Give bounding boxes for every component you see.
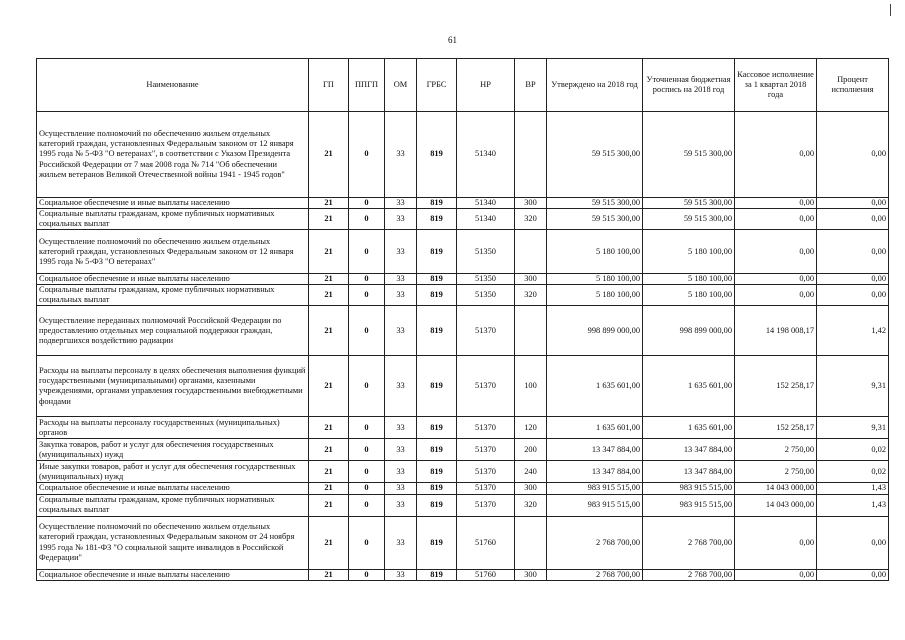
- table-row: [37, 569, 889, 580]
- cell-grbs: 819: [417, 112, 457, 198]
- table-row: [37, 306, 889, 356]
- cell-om: 33: [385, 285, 417, 306]
- cell-vr: 320: [515, 209, 547, 230]
- cell-vr: 320: [515, 285, 547, 306]
- cell-vr: 300: [515, 198, 547, 209]
- cell-percent: 0,00: [817, 112, 889, 198]
- cell-vr: 100: [515, 356, 547, 417]
- cell-pgp: 0: [349, 274, 385, 285]
- cell-refined: 13 347 884,00: [643, 461, 735, 483]
- cell-refined: 5 180 100,00: [643, 285, 735, 306]
- budget-table: [36, 58, 889, 581]
- cell-om: 33: [385, 461, 417, 483]
- cell-percent: 1,43: [817, 483, 889, 494]
- cell-percent: 0,02: [817, 439, 889, 461]
- cell-gp: 21: [309, 516, 349, 569]
- cell-cash: 0,00: [735, 274, 817, 285]
- cell-name: Осуществление переданных полномочий Российской Федерации по предоставлению отдельных мер социальной поддержки граждан, подвергшихся воздействию радиации: [37, 306, 309, 356]
- cell-pgp: 0: [349, 483, 385, 494]
- cell-refined: 59 515 300,00: [643, 209, 735, 230]
- cell-vr: 200: [515, 439, 547, 461]
- cell-grbs: 819: [417, 209, 457, 230]
- table-row: [37, 209, 889, 230]
- cell-approved: 13 347 884,00: [547, 461, 643, 483]
- cell-name: Осуществление полномочий по обеспечению жильем отдельных категорий граждан, установленных Федеральным законом от 12 января 1995 года № 5-ФЗ "О ветеранах": [37, 230, 309, 274]
- cell-percent: 0,00: [817, 569, 889, 580]
- cell-gp: 21: [309, 198, 349, 209]
- cell-gp: 21: [309, 306, 349, 356]
- table-row: [37, 439, 889, 461]
- cell-grbs: 819: [417, 306, 457, 356]
- header-row: [37, 59, 889, 112]
- cell-cash: 0,00: [735, 112, 817, 198]
- header-nr: НР: [457, 59, 515, 112]
- cell-percent: 1,42: [817, 306, 889, 356]
- cell-name: Социальные выплаты гражданам, кроме публичных нормативных социальных выплат: [37, 494, 309, 516]
- cell-gp: 21: [309, 356, 349, 417]
- cell-refined: 1 635 601,00: [643, 356, 735, 417]
- cell-om: 33: [385, 516, 417, 569]
- cell-cash: 152 258,17: [735, 356, 817, 417]
- table-row: [37, 230, 889, 274]
- header-om: ОМ: [385, 59, 417, 112]
- table-row: [37, 516, 889, 569]
- cell-vr: [515, 230, 547, 274]
- header-grbs: ГРБС: [417, 59, 457, 112]
- cell-nr: 51370: [457, 356, 515, 417]
- cell-nr: 51760: [457, 516, 515, 569]
- cell-gp: 21: [309, 274, 349, 285]
- cell-pgp: 0: [349, 356, 385, 417]
- cell-om: 33: [385, 439, 417, 461]
- header-refined: Уточненная бюджетная роспись на 2018 год: [643, 59, 735, 112]
- cell-name: Осуществление полномочий по обеспечению жильем отдельных категорий граждан, установленных Федеральным законом от 24 ноября 1995 года № 181-ФЗ "О социальной защите инвалидов в Российской Федерации": [37, 516, 309, 569]
- table-row: [37, 285, 889, 306]
- cell-refined: 998 899 000,00: [643, 306, 735, 356]
- cell-approved: 5 180 100,00: [547, 274, 643, 285]
- cell-gp: 21: [309, 569, 349, 580]
- cell-grbs: 819: [417, 198, 457, 209]
- cell-vr: 300: [515, 569, 547, 580]
- cell-approved: 2 768 700,00: [547, 569, 643, 580]
- cell-gp: 21: [309, 285, 349, 306]
- cell-approved: 998 899 000,00: [547, 306, 643, 356]
- cell-nr: 51370: [457, 494, 515, 516]
- cell-percent: 0,00: [817, 209, 889, 230]
- cell-pgp: 0: [349, 198, 385, 209]
- cell-pgp: 0: [349, 461, 385, 483]
- cell-approved: 5 180 100,00: [547, 230, 643, 274]
- cell-refined: 2 768 700,00: [643, 516, 735, 569]
- cell-percent: 9,31: [817, 417, 889, 439]
- cell-grbs: 819: [417, 417, 457, 439]
- cell-refined: 13 347 884,00: [643, 439, 735, 461]
- cell-percent: 0,00: [817, 230, 889, 274]
- cell-percent: 1,43: [817, 494, 889, 516]
- cell-nr: 51760: [457, 569, 515, 580]
- cell-cash: 2 750,00: [735, 439, 817, 461]
- cell-approved: 1 635 601,00: [547, 356, 643, 417]
- page-number: 61: [448, 35, 457, 45]
- table-row: [37, 417, 889, 439]
- cell-om: 33: [385, 356, 417, 417]
- table-row: [37, 494, 889, 516]
- cell-grbs: 819: [417, 356, 457, 417]
- cell-cash: 0,00: [735, 209, 817, 230]
- cell-approved: 983 915 515,00: [547, 483, 643, 494]
- cell-pgp: 0: [349, 569, 385, 580]
- cell-cash: 14 198 008,17: [735, 306, 817, 356]
- cell-approved: 59 515 300,00: [547, 198, 643, 209]
- scan-mark: [890, 4, 891, 16]
- cell-pgp: 0: [349, 209, 385, 230]
- cell-nr: 51350: [457, 274, 515, 285]
- table-row: [37, 356, 889, 417]
- cell-cash: 152 258,17: [735, 417, 817, 439]
- cell-name: Социальное обеспечение и иные выплаты населению: [37, 274, 309, 285]
- cell-approved: 5 180 100,00: [547, 285, 643, 306]
- cell-vr: 240: [515, 461, 547, 483]
- header-approved: Утверждено на 2018 год: [547, 59, 643, 112]
- cell-name: Расходы на выплаты персоналу в целях обеспечения выполнения функций государственными (муниципальными) органами, казенными учреждениями, органами управления государственными внебюджетными фондами: [37, 356, 309, 417]
- cell-vr: [515, 516, 547, 569]
- cell-refined: 5 180 100,00: [643, 230, 735, 274]
- cell-gp: 21: [309, 209, 349, 230]
- cell-name: Иные закупки товаров, работ и услуг для обеспечения государственных (муниципальных) нужд: [37, 461, 309, 483]
- cell-pgp: 0: [349, 417, 385, 439]
- cell-approved: 2 768 700,00: [547, 516, 643, 569]
- cell-grbs: 819: [417, 439, 457, 461]
- cell-cash: 0,00: [735, 198, 817, 209]
- cell-nr: 51370: [457, 461, 515, 483]
- cell-refined: 59 515 300,00: [643, 112, 735, 198]
- cell-om: 33: [385, 494, 417, 516]
- header-gp: ГП: [309, 59, 349, 112]
- cell-nr: 51340: [457, 209, 515, 230]
- cell-name: Социальные выплаты гражданам, кроме публичных нормативных социальных выплат: [37, 285, 309, 306]
- cell-nr: 51350: [457, 285, 515, 306]
- cell-nr: 51350: [457, 230, 515, 274]
- cell-percent: 0,02: [817, 461, 889, 483]
- cell-refined: 983 915 515,00: [643, 483, 735, 494]
- cell-name: Социальное обеспечение и иные выплаты населению: [37, 569, 309, 580]
- cell-grbs: 819: [417, 461, 457, 483]
- cell-grbs: 819: [417, 569, 457, 580]
- cell-vr: 300: [515, 274, 547, 285]
- cell-pgp: 0: [349, 285, 385, 306]
- cell-om: 33: [385, 417, 417, 439]
- table-row: [37, 112, 889, 198]
- cell-vr: 120: [515, 417, 547, 439]
- cell-refined: 2 768 700,00: [643, 569, 735, 580]
- cell-nr: 51340: [457, 198, 515, 209]
- cell-approved: 59 515 300,00: [547, 112, 643, 198]
- cell-vr: [515, 306, 547, 356]
- cell-name: Осуществление полномочий по обеспечению жильем отдельных категорий граждан, установленных Федеральным законом от 12 января 1995 года № 5-ФЗ "О ветеранах", в соответствии с Указом Президента Российской Федерации от 7 мая 2008 года № 714 "Об обеспечении жильем ветеранов Великой Отечественной войны 1941 - 1945 годов": [37, 112, 309, 198]
- cell-om: 33: [385, 198, 417, 209]
- header-percent: Процент исполнения: [817, 59, 889, 112]
- cell-name: Расходы на выплаты персоналу государственных (муниципальных) органов: [37, 417, 309, 439]
- cell-refined: 1 635 601,00: [643, 417, 735, 439]
- cell-grbs: 819: [417, 516, 457, 569]
- cell-om: 33: [385, 483, 417, 494]
- cell-om: 33: [385, 569, 417, 580]
- table-row: [37, 198, 889, 209]
- cell-om: 33: [385, 306, 417, 356]
- cell-name: Закупка товаров, работ и услуг для обеспечения государственных (муниципальных) нужд: [37, 439, 309, 461]
- cell-gp: 21: [309, 439, 349, 461]
- cell-grbs: 819: [417, 274, 457, 285]
- header-cash: Кассовое исполнение за 1 квартал 2018 года: [735, 59, 817, 112]
- cell-nr: 51370: [457, 439, 515, 461]
- cell-cash: 0,00: [735, 516, 817, 569]
- cell-pgp: 0: [349, 516, 385, 569]
- cell-gp: 21: [309, 483, 349, 494]
- cell-cash: 2 750,00: [735, 461, 817, 483]
- cell-cash: 14 043 000,00: [735, 494, 817, 516]
- header-name: Наименование: [37, 59, 309, 112]
- cell-name: Социальные выплаты гражданам, кроме публичных нормативных социальных выплат: [37, 209, 309, 230]
- cell-vr: [515, 112, 547, 198]
- cell-cash: 14 043 000,00: [735, 483, 817, 494]
- cell-percent: 0,00: [817, 516, 889, 569]
- cell-pgp: 0: [349, 439, 385, 461]
- table-row: [37, 274, 889, 285]
- cell-percent: 9,31: [817, 356, 889, 417]
- cell-om: 33: [385, 209, 417, 230]
- cell-name: Социальное обеспечение и иные выплаты населению: [37, 198, 309, 209]
- cell-pgp: 0: [349, 306, 385, 356]
- cell-om: 33: [385, 112, 417, 198]
- cell-nr: 51370: [457, 417, 515, 439]
- cell-name: Социальное обеспечение и иные выплаты населению: [37, 483, 309, 494]
- cell-percent: 0,00: [817, 285, 889, 306]
- cell-pgp: 0: [349, 112, 385, 198]
- cell-gp: 21: [309, 417, 349, 439]
- cell-nr: 51370: [457, 483, 515, 494]
- table-row: [37, 461, 889, 483]
- cell-grbs: 819: [417, 483, 457, 494]
- cell-grbs: 819: [417, 494, 457, 516]
- cell-cash: 0,00: [735, 285, 817, 306]
- cell-nr: 51370: [457, 306, 515, 356]
- cell-approved: 1 635 601,00: [547, 417, 643, 439]
- cell-refined: 983 915 515,00: [643, 494, 735, 516]
- cell-refined: 59 515 300,00: [643, 198, 735, 209]
- cell-grbs: 819: [417, 230, 457, 274]
- cell-gp: 21: [309, 112, 349, 198]
- header-pgp: ППГП: [349, 59, 385, 112]
- cell-vr: 320: [515, 494, 547, 516]
- cell-cash: 0,00: [735, 569, 817, 580]
- cell-nr: 51340: [457, 112, 515, 198]
- cell-om: 33: [385, 230, 417, 274]
- cell-approved: 13 347 884,00: [547, 439, 643, 461]
- table-body: [37, 112, 889, 581]
- header-vr: ВР: [515, 59, 547, 112]
- cell-gp: 21: [309, 461, 349, 483]
- cell-vr: 300: [515, 483, 547, 494]
- cell-pgp: 0: [349, 230, 385, 274]
- table-row: [37, 483, 889, 494]
- cell-pgp: 0: [349, 494, 385, 516]
- cell-refined: 5 180 100,00: [643, 274, 735, 285]
- cell-percent: 0,00: [817, 274, 889, 285]
- cell-om: 33: [385, 274, 417, 285]
- cell-percent: 0,00: [817, 198, 889, 209]
- cell-gp: 21: [309, 230, 349, 274]
- cell-approved: 59 515 300,00: [547, 209, 643, 230]
- cell-cash: 0,00: [735, 230, 817, 274]
- cell-grbs: 819: [417, 285, 457, 306]
- cell-gp: 21: [309, 494, 349, 516]
- cell-approved: 983 915 515,00: [547, 494, 643, 516]
